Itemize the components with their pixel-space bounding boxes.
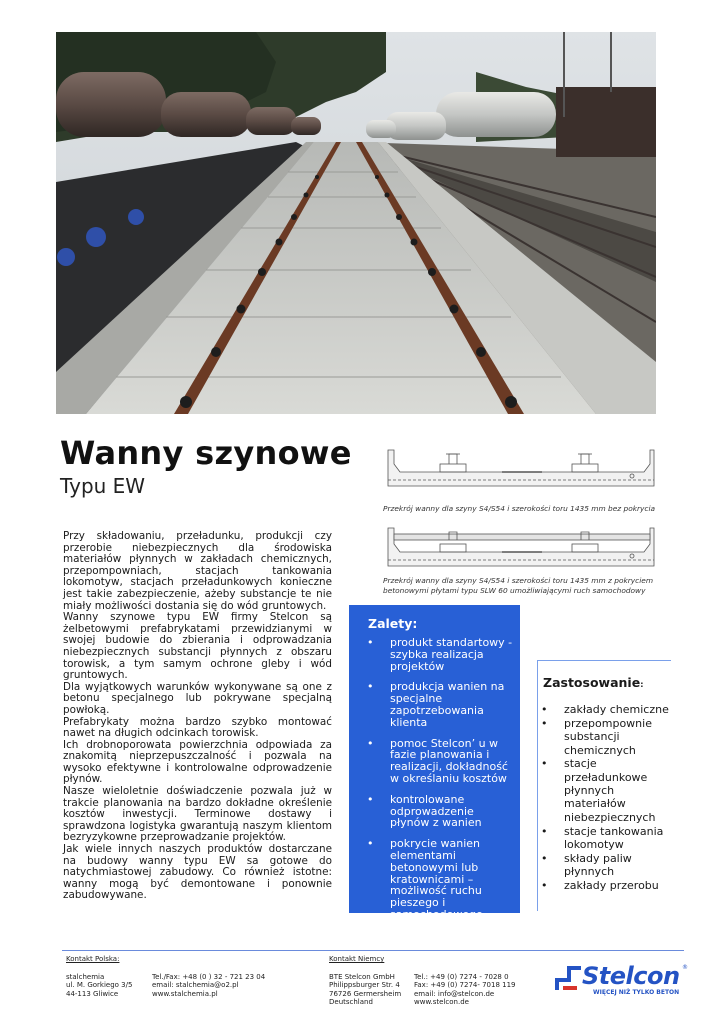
application-heading-colon: : xyxy=(640,680,644,689)
footer-line: stalchemia xyxy=(66,973,105,981)
footer-line: 44-113 Gliwice xyxy=(66,989,119,998)
body-paragraph: Wanny szynowe typu EW firmy Stelcon są żelbetowymi prefabrykatami przewidzianymi w swojej budowie do zbierania i odprowadzania niebezpiecznych substancji płynnych z obszaru torowisk, a tym samym ochrone gleby i wód gruntowych. xyxy=(63,611,332,682)
bullet-icon: • xyxy=(541,716,548,730)
bullet-icon: • xyxy=(367,680,374,694)
list-item xyxy=(367,738,513,785)
body-text xyxy=(63,531,332,902)
body-paragraph: Przy składowaniu, przeładunku, produkcji czy przerobie niebezpiecznych dla środowiska materiałów płynnych w zakładach chemicznych, przepompowniach, stacjach tankowania lokomotyw, stacjach przeładunkowych konieczne jest takie zabezpieczenie, ażeby substancje te nie miały możliwości dostania się do wód gruntowych. xyxy=(63,530,332,612)
list-item xyxy=(541,852,669,879)
page-subtitle: Typu EW xyxy=(60,474,146,498)
footer-divider xyxy=(62,950,684,951)
bullet-icon: • xyxy=(541,851,548,865)
footer-phone: Tel./Fax: +48 (0 ) 32 - 721 23 04 xyxy=(152,973,266,981)
application-text: stacje przeładunkowe płynnych materiałów niebezpiecznych xyxy=(564,757,656,824)
footer-line: Deutschland xyxy=(329,998,373,1007)
footer-heading-germany xyxy=(329,955,384,963)
body-paragraph: Dla wyjątkowych warunków wykonywane są one z betonu specjalnego lub pokrywane specjalną powłoką. xyxy=(63,680,332,716)
bullet-icon: • xyxy=(541,824,548,838)
application-list xyxy=(541,703,669,892)
list-item xyxy=(367,838,513,921)
bullet-icon: • xyxy=(367,837,374,851)
footer-fax: Fax: +49 (0) 7274- 7018 119 xyxy=(414,981,516,990)
bullet-icon: • xyxy=(367,736,374,750)
body-paragraph: Nasze wieloletnie doświadczenie pozwala już w trakcie planowania na bardzo dokładne określenie kosztów inwestycji. Terminowe dostawy i sprawdzona logistyka gwarantują naszym klientom bezryzykowne przeprowadzanie projektów. xyxy=(63,785,332,844)
logo-tagline: WIĘCEJ NIŻ TYLKO BETON xyxy=(593,989,680,996)
cross-section-drawing-covered xyxy=(382,520,662,572)
application-box xyxy=(537,660,671,911)
contact-heading: Kontakt Niemcy xyxy=(329,955,385,963)
footer-line: BTE Stelcon GmbH xyxy=(329,973,395,981)
footer-poland-company xyxy=(66,973,132,998)
footer-email-link[interactable]: email: info@stelcon.de xyxy=(414,989,495,998)
bullet-icon: • xyxy=(541,757,548,771)
advantage-text: kontrolowane odprowadzenie płynów z wanien xyxy=(390,792,482,830)
application-text: stacje tankowania lokomotyw xyxy=(564,824,664,851)
cross-section-drawing-uncovered xyxy=(382,442,662,494)
footer-email-link[interactable]: email: stalchemia@o2.pl xyxy=(152,981,239,990)
footer-line: Philippsburger Str. 4 xyxy=(329,981,400,990)
railway-track-photo xyxy=(56,32,656,414)
list-item xyxy=(541,879,669,892)
footer-line: ul. M. Gorkiego 3/5 xyxy=(66,981,133,990)
stelcon-logo-mark-icon xyxy=(555,966,581,990)
drawing-caption-1: Przekrój wanny dla szyny S4/S54 i szerokości toru 1435 mm bez pokrycia xyxy=(383,504,656,513)
footer-website-link[interactable]: www.stalchemia.pl xyxy=(152,989,218,998)
stelcon-logo xyxy=(555,962,689,996)
advantage-text: pokrycie wanien elementami betonowymi lub kratownicami – możliwość ruchu pieszego i samochodowego xyxy=(390,837,483,921)
footer-germany-company xyxy=(329,973,401,1007)
list-item xyxy=(367,637,513,672)
bullet-icon: • xyxy=(367,636,374,649)
list-item xyxy=(367,681,513,728)
footer-heading-poland xyxy=(66,955,119,963)
application-text: składy paliw płynnych xyxy=(564,851,632,879)
application-text: przepompownie substancji chemicznych xyxy=(564,716,652,757)
footer-line: 76726 Germersheim xyxy=(329,989,402,998)
bullet-icon: • xyxy=(541,703,548,716)
body-paragraph: Jak wiele innych naszych produktów dostarczane na budowy wanny typu EW sa gotowe do natychmiastowej zabudowy. Co również istotne: wanny mogą być demontowane i ponownie zabudowywane. xyxy=(63,843,332,902)
application-text: zakłady chemiczne xyxy=(564,703,669,716)
footer-phone: Tel.: +49 (0) 7274 - 7028 0 xyxy=(414,973,509,981)
advantages-heading: Zalety: xyxy=(368,616,418,631)
logo-wordmark: Stelcon xyxy=(582,962,680,990)
list-item xyxy=(367,794,513,829)
bullet-icon: • xyxy=(541,878,548,892)
advantage-text: produkt standartowy - szybka realizacja projektów xyxy=(390,636,513,673)
list-item xyxy=(541,703,669,716)
logo-registered-mark: ® xyxy=(682,964,688,971)
advantage-text: produkcja wanien na specjalne zapotrzebowania klienta xyxy=(390,680,505,729)
list-item xyxy=(541,757,669,824)
footer-poland-contact xyxy=(152,973,265,998)
list-item xyxy=(541,825,669,852)
advantages-list xyxy=(367,637,513,930)
page-title: Wanny szynowe xyxy=(60,434,352,472)
advantages-box xyxy=(349,605,520,921)
drawing-caption-2: Przekrój wanny dla szyny S4/S54 i szerokości toru 1435 mm z pokryciem betonowymi płytami typu SLW 60 umożliwiającymi ruch samochodowy xyxy=(383,576,654,595)
advantage-text: pomoc Stelcon’ u w fazie planowania i realizacji, dokładność w określaniu kosztów xyxy=(390,736,508,785)
list-item xyxy=(541,717,669,757)
footer-website-link[interactable]: www.stelcon.de xyxy=(414,998,469,1007)
contact-heading: Kontakt Polska: xyxy=(66,955,120,963)
bullet-icon: • xyxy=(367,792,374,806)
application-heading-text: Zastosowanie xyxy=(543,675,641,690)
application-text: zakłady przerobu xyxy=(564,878,659,892)
body-paragraph: Ich drobnoporowata powierzchnia odpowiada za znakomitą nieprzepuszczalność i pozwala na wysoko efektywne i kontrolowalne odprowadzenie płynów. xyxy=(63,738,332,786)
application-heading xyxy=(543,675,643,690)
body-paragraph: Prefabrykaty można bardzo szybko montować nawet na długich odcinkach torowisk. xyxy=(63,715,332,740)
footer-germany-contact xyxy=(414,973,516,1007)
